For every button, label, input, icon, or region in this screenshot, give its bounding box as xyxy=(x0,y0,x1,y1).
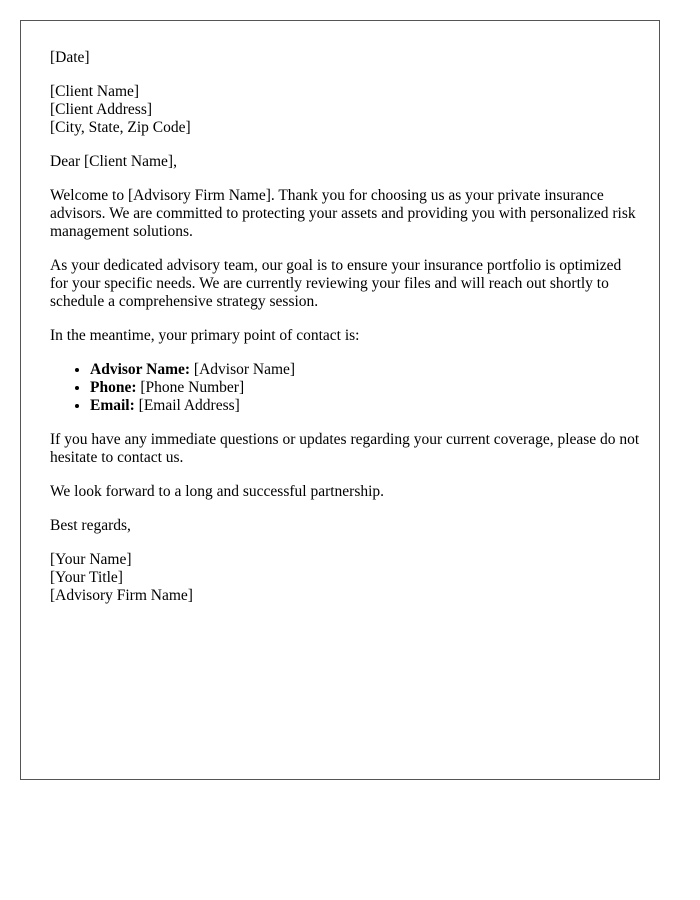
contact-label: Phone: xyxy=(90,379,137,396)
contact-value: [Advisor Name] xyxy=(193,361,296,378)
closing-paragraph: We look forward to a long and successful partnership. xyxy=(50,483,385,500)
contact-item-phone xyxy=(90,379,640,397)
signature-title: [Your Title] xyxy=(50,569,123,586)
letter-page xyxy=(20,20,660,780)
contact-label: Email: xyxy=(90,397,135,414)
salutation: Dear [Client Name], xyxy=(50,153,177,170)
contact-value: [Phone Number] xyxy=(140,379,245,396)
recipient-name: [Client Name] xyxy=(50,83,140,100)
contact-item-email xyxy=(90,397,640,415)
signature-block xyxy=(50,551,640,605)
contact-value: [Email Address] xyxy=(138,397,240,414)
contact-list xyxy=(50,361,640,415)
recipient-city-state-zip: [City, State, Zip Code] xyxy=(50,119,191,136)
signature-firm: [Advisory Firm Name] xyxy=(50,587,193,604)
contact-intro-paragraph: In the meantime, your primary point of contact is: xyxy=(50,327,360,344)
welcome-paragraph: Welcome to [Advisory Firm Name]. Thank you for choosing us as your private insurance advisors. We are committed to protecting your assets and providing you with personalized risk management solutions. xyxy=(50,187,636,240)
signature-name: [Your Name] xyxy=(50,551,132,568)
goal-paragraph: As your dedicated advisory team, our goal is to ensure your insurance portfolio is optimized for your specific needs. We are currently reviewing your files and will reach out shortly to schedule a comprehensive strategy session. xyxy=(50,257,622,310)
letter-date: [Date] xyxy=(50,49,90,66)
signoff: Best regards, xyxy=(50,517,131,534)
recipient-block xyxy=(50,83,640,137)
contact-label: Advisor Name: xyxy=(90,361,191,378)
recipient-address: [Client Address] xyxy=(50,101,153,118)
letter-body xyxy=(50,49,640,621)
contact-item-advisor xyxy=(90,361,640,379)
questions-paragraph: If you have any immediate questions or updates regarding your current coverage, please do not hesitate to contact us. xyxy=(50,431,640,466)
